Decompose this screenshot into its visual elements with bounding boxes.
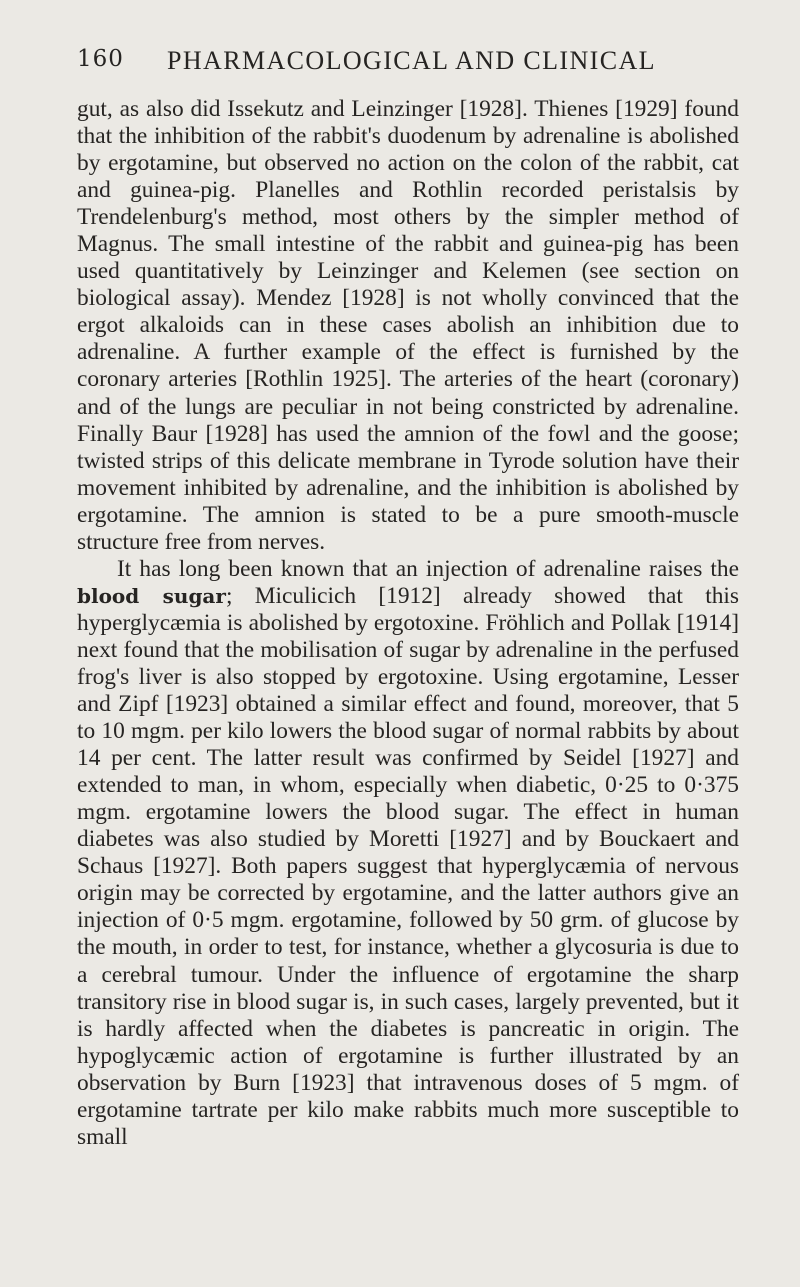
running-header <box>77 46 737 82</box>
page-number: 160 <box>77 46 124 72</box>
running-title: PHARMACOLOGICAL AND CLINICAL <box>167 46 656 75</box>
paragraph-1: gut, as also did Issekutz and Leinzinger [1928]. Thienes [1929] found that the inhibition of the rabbit's duodenum by adrenaline is abolished by ergotamine, but observed no action on the colon of the rabbit, cat and guinea-pig. Planelles and Rothlin recorded peristalsis by Trendelenburg's method, most others by the simpler method of Magnus. The small intestine of the rabbit and guinea-pig has been used quantitatively by Leinzinger and Kelemen (see section on biological assay). Mendez [1928] is not wholly convinced that the ergot alkaloids can in these cases abolish an inhibition due to adrenaline. A further example of the effect is furnished by the coronary arteries [Rothlin 1925]. The arteries of the heart (coronary) and of the lungs are peculiar in not being constricted by adrenaline. Finally Baur [1928] has used the amnion of the fowl and the goose; twisted strips of this delicate membrane in Tyrode solution have their movement inhibited by adrenaline, and the inhibition is abolished by ergotamine. The amnion is stated to be a pure smooth-muscle structure free from nerves. <box>77 96 739 555</box>
body-text <box>77 96 739 1151</box>
paragraph-2 <box>77 556 739 1151</box>
paragraph-2-lead: It has long been known that an injection of adrenaline raises the <box>117 555 739 582</box>
paragraph-2-rest: ; Miculicich [1912] already showed that this hyperglycæmia is abolished by ergotoxine. Fröhlich and Pollak [1914] next found that the mobilisation of sugar by adrenaline in the perfused frog's liver is also stopped by ergotoxine. Using ergotamine, Lesser and Zipf [1923] obtained a similar effect and found, moreover, that 5 to 10 mgm. per kilo lowers the blood sugar of normal rabbits by about 14 per cent. The latter result was confirmed by Seidel [1927] and extended to man, in whom, especially when diabetic, 0·25 to 0·375 mgm. ergotamine lowers the blood sugar. The effect in human diabetes was also studied by Moretti [1927] and by Bouckaert and Schaus [1927]. Both papers suggest that hyperglycæmia of nervous origin may be corrected by ergotamine, and the latter authors give an injection of 0·5 mgm. ergotamine, followed by 50 grm. of glucose by the mouth, in order to test, for instance, whether a glycosuria is due to a cerebral tumour. Under the influence of ergotamine the sharp transitory rise in blood sugar is, in such cases, largely prevented, but it is hardly affected when the diabetes is pancreatic in origin. The hypoglycæmic action of ergotamine is further illustrated by an observation by Burn [1923] that intravenous doses of 5 mgm. of ergotamine tartrate per kilo make rabbits much more susceptible to small <box>77 582 739 1150</box>
term-blood-sugar: blood sugar <box>77 583 226 608</box>
